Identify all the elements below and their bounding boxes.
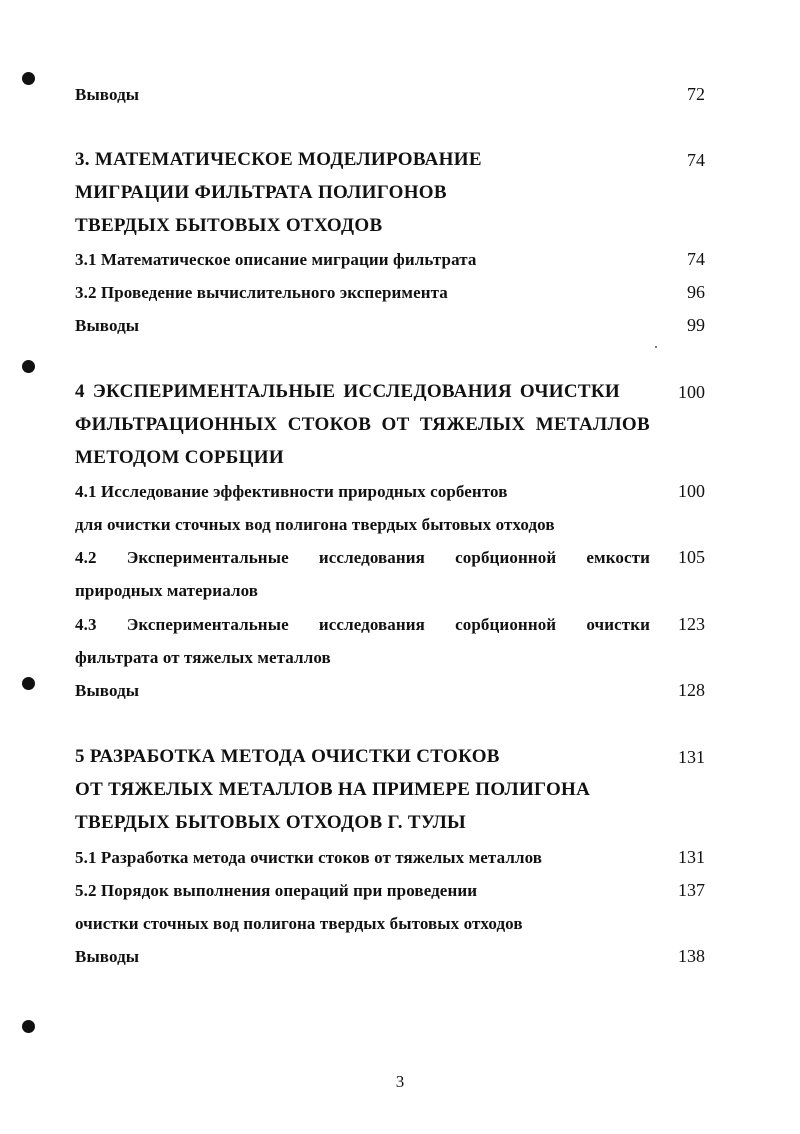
toc-section-3-title: МИГРАЦИИ ФИЛЬТРАТА ПОЛИГОНОВ	[75, 182, 447, 203]
toc-subsection-4-3: 4.3 Экспериментальные исследования сорбционной очистки	[75, 615, 650, 634]
toc-entry-conclusions: Выводы	[75, 85, 140, 104]
toc-subsection-5-2: очистки сточных вод полигона твердых бытовых отходов	[75, 914, 523, 933]
toc-subsection-4-3: фильтрата от тяжелых металлов	[75, 648, 331, 667]
toc-subsection-4-2: 4.2 Экспериментальные исследования сорбционной емкости	[75, 548, 650, 567]
toc-section-5-title: 5 РАЗРАБОТКА МЕТОДА ОЧИСТКИ СТОКОВ	[75, 746, 500, 767]
binder-hole-mark	[22, 360, 35, 373]
toc-section-4-title: МЕТОДОМ СОРБЦИИ	[75, 447, 284, 468]
toc-subsection-4-2: природных материалов	[75, 581, 259, 600]
toc-entry-conclusions: Выводы	[75, 681, 140, 700]
toc-page-number: 96	[687, 282, 705, 302]
toc-section-4-title: 4 ЭКСПЕРИМЕНТАЛЬНЫЕ ИССЛЕДОВАНИЯ ОЧИСТКИ	[75, 381, 620, 402]
toc-page-number: 137	[678, 880, 705, 900]
binder-hole-mark	[22, 72, 35, 85]
toc-section-5-title: ОТ ТЯЖЕЛЫХ МЕТАЛЛОВ НА ПРИМЕРЕ ПОЛИГОНА	[75, 779, 591, 800]
toc-page-number: 131	[678, 747, 705, 767]
scan-speck	[655, 346, 657, 348]
toc-page-number: 99	[687, 315, 705, 335]
page-number: 3	[395, 1072, 405, 1091]
toc-subsection-3-1: 3.1 Математическое описание миграции фильтрата	[75, 250, 477, 269]
toc-page-number: 74	[687, 150, 705, 170]
toc-page-number: 74	[687, 249, 705, 269]
toc-page-number: 138	[678, 946, 705, 966]
toc-subsection-3-2: 3.2 Проведение вычислительного эксперимента	[75, 283, 448, 302]
binder-hole-mark	[22, 677, 35, 690]
toc-entry-conclusions: Выводы	[75, 947, 140, 966]
toc-entry-conclusions: Выводы	[75, 316, 140, 335]
toc-section-3-title: 3. МАТЕМАТИЧЕСКОЕ МОДЕЛИРОВАНИЕ	[75, 149, 482, 170]
toc-page-number: 100	[678, 481, 705, 501]
toc-page-number: 128	[678, 680, 705, 700]
toc-section-3-title: ТВЕРДЫХ БЫТОВЫХ ОТХОДОВ	[75, 215, 383, 236]
toc-section-5-title: ТВЕРДЫХ БЫТОВЫХ ОТХОДОВ Г. ТУЛЫ	[75, 812, 466, 833]
toc-page-number: 72	[687, 84, 705, 104]
toc-page-number: 100	[678, 382, 705, 402]
toc-subsection-4-1: для очистки сточных вод полигона твердых бытовых отходов	[75, 515, 555, 534]
toc-page-number: 105	[678, 547, 705, 567]
toc-page-number: 123	[678, 614, 705, 634]
toc-subsection-5-1: 5.1 Разработка метода очистки стоков от тяжелых металлов	[75, 848, 543, 867]
toc-subsection-4-1: 4.1 Исследование эффективности природных сорбентов	[75, 482, 508, 501]
toc-subsection-5-2: 5.2 Порядок выполнения операций при проведении	[75, 881, 478, 900]
toc-section-4-title: ФИЛЬТРАЦИОННЫХ СТОКОВ ОТ ТЯЖЕЛЫХ МЕТАЛЛОВ	[75, 414, 650, 435]
binder-hole-mark	[22, 1020, 35, 1033]
toc-page-number: 131	[678, 847, 705, 867]
